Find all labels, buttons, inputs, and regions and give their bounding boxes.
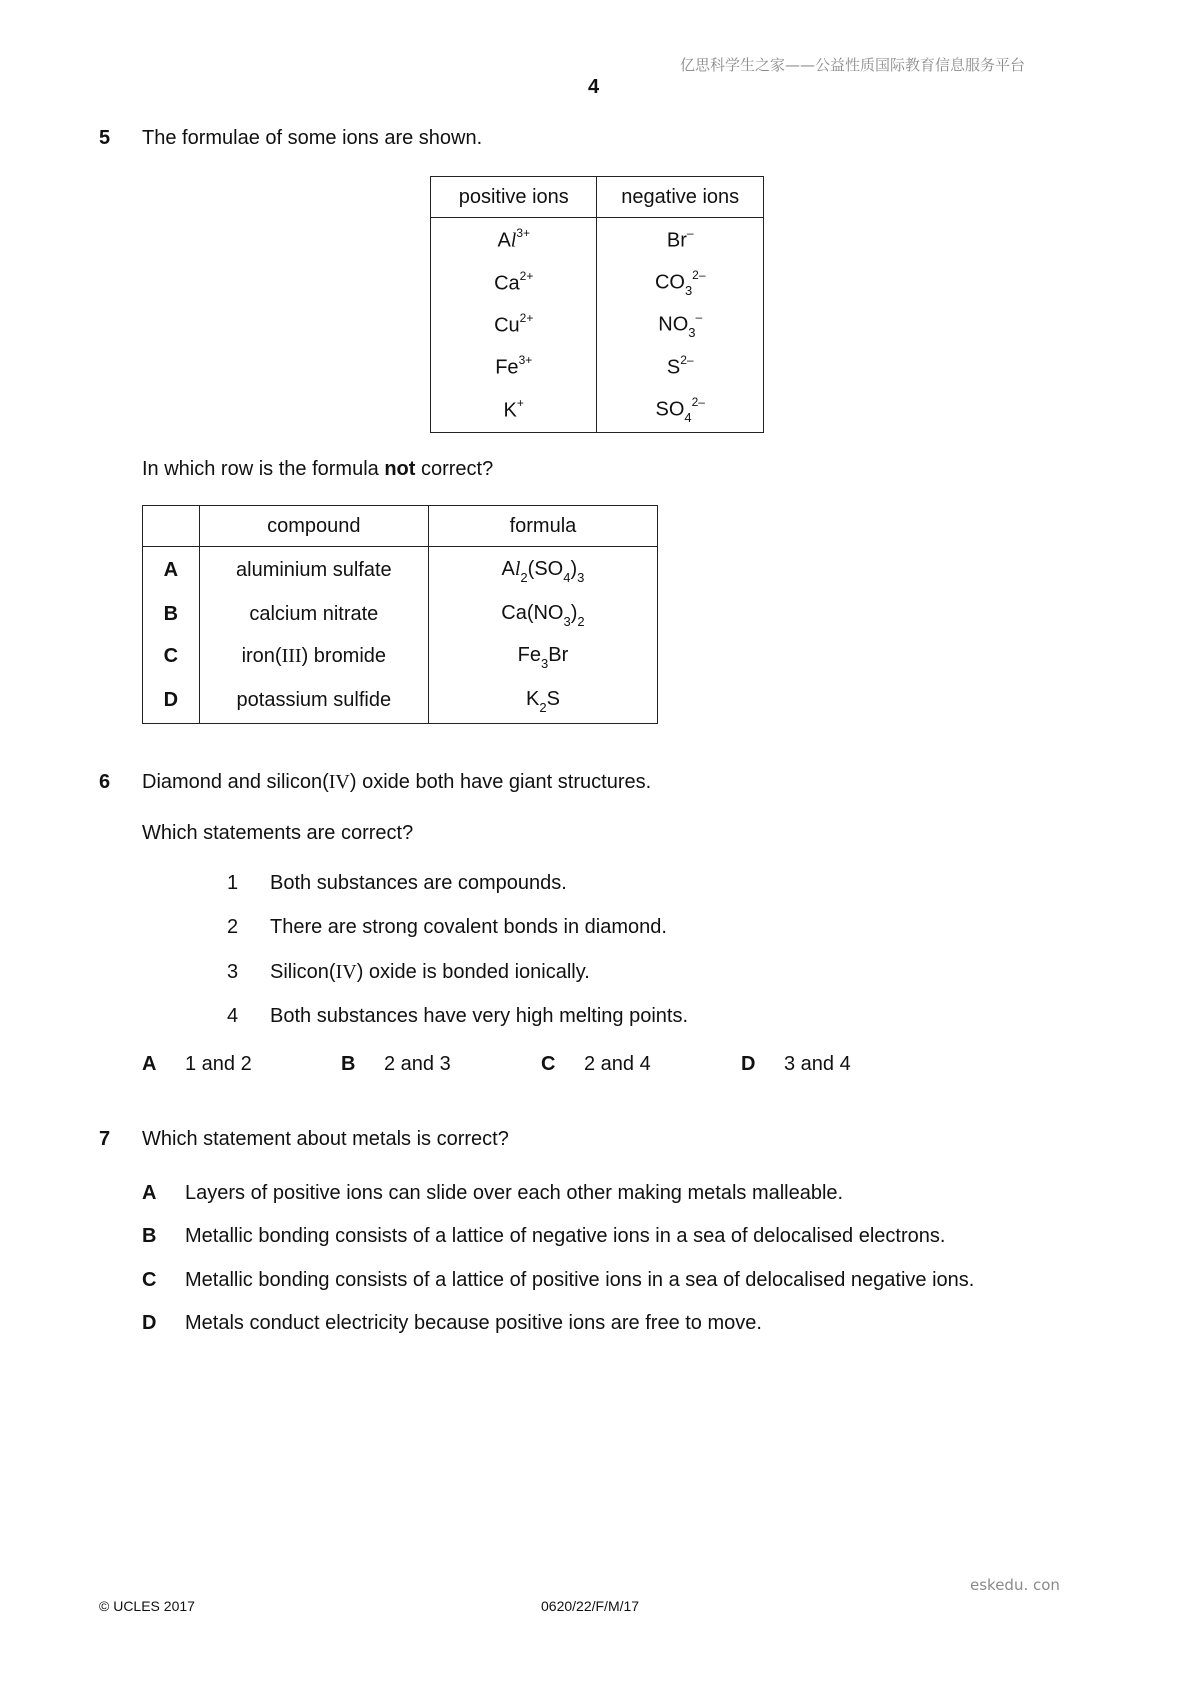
q6-statement-number: 4 (227, 1005, 239, 1027)
q6-option-letter[interactable]: B (341, 1053, 356, 1075)
formula: $K_2S$ (525, 687, 560, 715)
q7-option-letter[interactable]: C (142, 1269, 157, 1291)
q5-stem: The formulae of some ions are shown. (142, 127, 483, 149)
answer-header-blank (143, 506, 200, 547)
answer-row (143, 547, 658, 594)
negative-ion: $SO_4^{2-}$ (655, 394, 705, 426)
negative-ion-cell (597, 388, 764, 433)
answer-row-compound: iron(III) bromide (199, 635, 428, 677)
q6-statement-number: 3 (227, 961, 239, 983)
formula: $Al_2(SO_4)_3$ (501, 557, 585, 585)
q6-stem (142, 770, 651, 794)
answer-row-letter: B (143, 593, 200, 635)
q7-question: Which statement about metals is correct? (142, 1128, 509, 1150)
q5-question (142, 457, 493, 481)
answer-header-formula: formula (428, 506, 657, 547)
positive-ion: $Al^{3+}$ (497, 225, 531, 252)
q7-option-letter[interactable]: A (142, 1182, 157, 1204)
q6-statement-number: 1 (227, 872, 239, 894)
positive-ion-cell (431, 262, 597, 304)
q5-question-pre: In which row is the formula (142, 458, 385, 480)
q6-option-letter[interactable]: C (541, 1053, 556, 1075)
positive-ion: $Fe^{3+}$ (495, 352, 533, 379)
q7-option-text: Layers of positive ions can slide over each other making metals malleable. (185, 1182, 844, 1204)
q7-option-text: Metals conduct electricity because positive ions are free to move. (185, 1312, 762, 1334)
negative-ion-cell (597, 218, 764, 263)
watermark-top: 亿思科学生之家——公益性质国际教育信息服务平台 (680, 56, 1026, 74)
q6-option-letter[interactable]: A (142, 1053, 157, 1075)
positive-ion: $Cu^{2+}$ (494, 310, 534, 337)
ion-row (431, 262, 764, 304)
answer-row (143, 635, 658, 677)
ion-row (431, 218, 764, 263)
answer-header-compound: compound (199, 506, 428, 547)
positive-ion-cell (431, 346, 597, 388)
negative-ion-cell (597, 262, 764, 304)
ion-row (431, 304, 764, 346)
q6-stem-post: ) oxide both have giant structures. (349, 771, 652, 793)
positive-ion-cell (431, 388, 597, 433)
q7-option-letter[interactable]: D (142, 1312, 157, 1334)
positive-ion-cell (431, 218, 597, 263)
answer-row-compound: aluminium sulfate (199, 547, 428, 594)
positive-ion-cell (431, 304, 597, 346)
question-number-7: 7 (99, 1128, 111, 1150)
ion-row (431, 346, 764, 388)
answer-row-formula (428, 677, 657, 724)
page-number: 4 (588, 76, 600, 98)
ion-row (431, 388, 764, 433)
q6-question: Which statements are correct? (142, 822, 414, 844)
answer-row-letter: D (143, 677, 200, 724)
q6-option-text: 1 and 2 (185, 1053, 252, 1075)
positive-ion: $Ca^{2+}$ (494, 268, 534, 295)
q6-statement-number: 2 (227, 916, 239, 938)
answer-row-letter: C (143, 635, 200, 677)
q6-statement-text: Silicon(IV) oxide is bonded ionically. (270, 961, 590, 983)
ion-table (430, 176, 764, 433)
formula: $Fe_3Br$ (517, 643, 569, 671)
ion-header-positive: positive ions (431, 177, 597, 218)
q6-option-text: 3 and 4 (784, 1053, 851, 1075)
q6-option-text: 2 and 3 (384, 1053, 451, 1075)
negative-ion-cell (597, 304, 764, 346)
negative-ion: $NO_3^-$ (658, 309, 703, 341)
q6-option-letter[interactable]: D (741, 1053, 756, 1075)
negative-ion-cell (597, 346, 764, 388)
answer-row (143, 677, 658, 724)
footer-copyright: © UCLES 2017 (99, 1598, 195, 1614)
question-number-5: 5 (99, 127, 111, 149)
answer-row-compound: calcium nitrate (199, 593, 428, 635)
answer-row-formula (428, 547, 657, 594)
ion-header-negative: negative ions (597, 177, 764, 218)
answer-row-compound: potassium sulfide (199, 677, 428, 724)
answer-row-letter: A (143, 547, 200, 594)
question-number-6: 6 (99, 771, 111, 793)
negative-ion: $S^{2-}$ (666, 352, 694, 379)
positive-ion: K+ (503, 395, 524, 422)
answer-table (142, 505, 658, 724)
negative-ion: $CO_3^{2-}$ (654, 267, 706, 299)
q5-question-post: correct? (415, 458, 494, 480)
answer-row (143, 593, 658, 635)
negative-ion: Br– (666, 225, 694, 252)
q7-option-text: Metallic bonding consists of a lattice of negative ions in a sea of delocalised electrons. (185, 1225, 946, 1247)
q7-option-letter[interactable]: B (142, 1225, 157, 1247)
formula: $Ca(NO_3)_2$ (501, 601, 585, 629)
q7-option-text: Metallic bonding consists of a lattice of positive ions in a sea of delocalised negative ions. (185, 1269, 975, 1291)
q5-question-bold: not (384, 458, 416, 480)
watermark-bottom: eskedu. con (970, 1576, 1060, 1594)
q6-option-text: 2 and 4 (584, 1053, 651, 1075)
q6-stem-pre: Diamond and silicon( (142, 771, 329, 793)
q6-statement-text: Both substances are compounds. (270, 872, 567, 894)
footer-code: 0620/22/F/M/17 (541, 1598, 640, 1614)
q6-statement-text: Both substances have very high melting points. (270, 1005, 689, 1027)
answer-row-formula (428, 593, 657, 635)
q6-statement-text: There are strong covalent bonds in diamond. (270, 916, 667, 938)
q6-stem-roman: IV (328, 771, 350, 793)
answer-row-formula (428, 635, 657, 677)
